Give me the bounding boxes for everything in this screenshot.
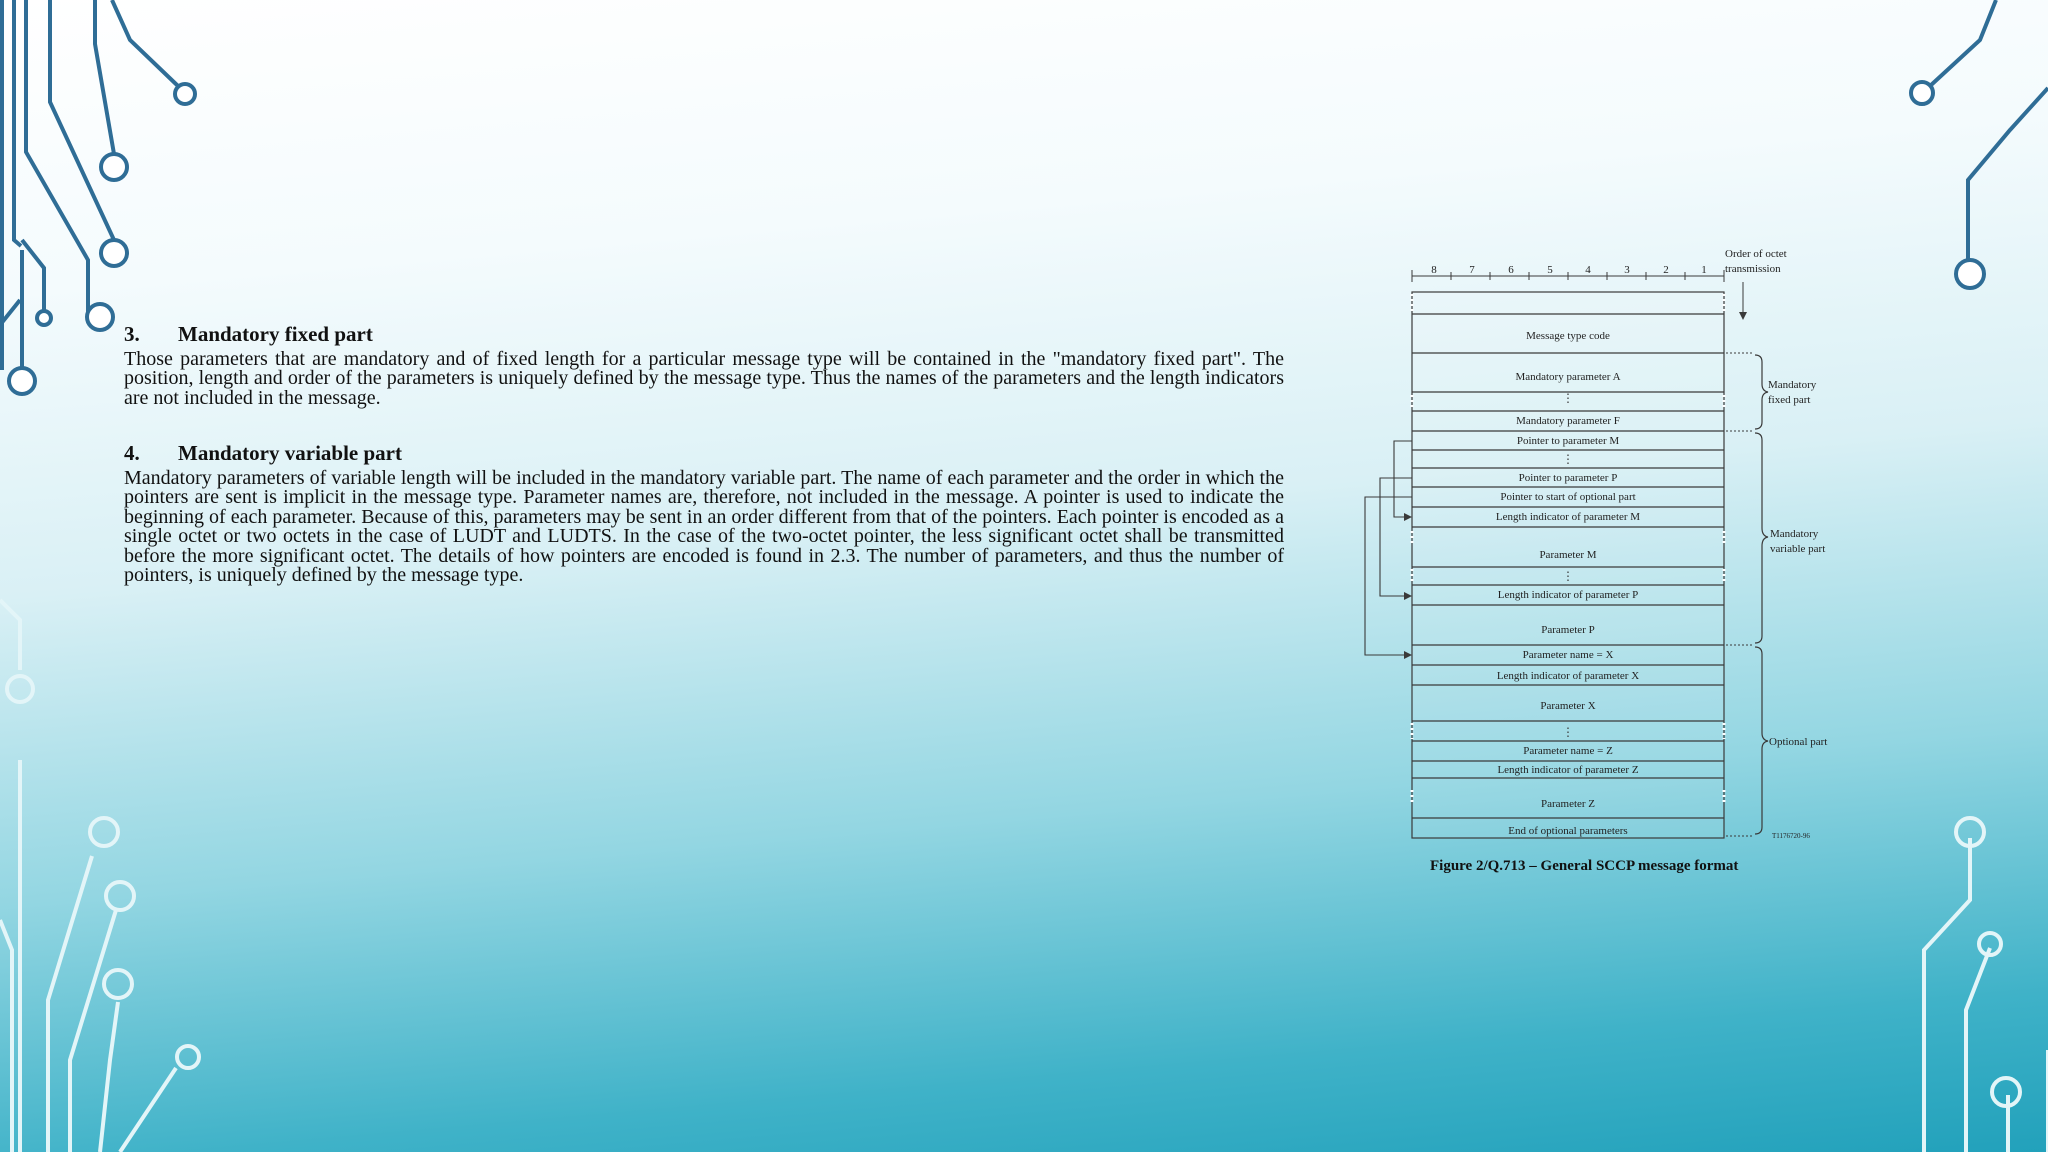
row-end-of-optional: End of optional parameters [1508, 825, 1628, 837]
section-3-number: 3. [124, 322, 140, 346]
transmission-arrow-icon [1739, 312, 1747, 320]
svg-text:⋮: ⋮ [1562, 569, 1574, 583]
bit-number-2: 2 [1663, 264, 1669, 276]
row-length-indicator-p: Length indicator of parameter P [1497, 589, 1639, 601]
bit-number-4: 4 [1585, 264, 1591, 276]
row-length-indicator-m: Length indicator of parameter M [1495, 511, 1641, 523]
row-length-indicator-x: Length indicator of parameter X [1496, 670, 1640, 682]
section-4-title: Mandatory variable part [178, 441, 402, 465]
order-label-line1: Order of octet [1725, 248, 1787, 260]
section-4-number: 4. [124, 441, 140, 465]
brace-label-variable-line2: variable part [1770, 543, 1826, 555]
row-parameter-p: Parameter P [1541, 624, 1595, 636]
row-parameter-z: Parameter Z [1540, 798, 1596, 810]
row-mandatory-parameter-a: Mandatory parameter A [1515, 371, 1621, 383]
row-mandatory-parameter-f: Mandatory parameter F [1516, 415, 1620, 427]
section-3-text: Those parameters that are mandatory and of fixed length for a particular message type will be contained in the "mandatory fixed part". The position, length and order of the parameters is uniquely defined by the message type. Thus the names of the parameters and the length indicators are not included in the message. [124, 348, 1284, 409]
bit-number-7: 7 [1469, 264, 1475, 276]
row-parameter-x: Parameter X [1540, 700, 1596, 712]
brace-label-fixed-line1: Mandatory [1768, 379, 1817, 391]
bit-number-8: 8 [1431, 264, 1437, 276]
svg-text:⋮: ⋮ [1562, 391, 1574, 405]
section-3-title: Mandatory fixed part [178, 322, 373, 346]
bit-number-3: 3 [1624, 264, 1630, 276]
row-message-type-code: Message type code [1526, 330, 1610, 342]
row-pointer-to-parameter-m: Pointer to parameter M [1516, 435, 1620, 447]
row-parameter-name-z: Parameter name = Z [1523, 745, 1613, 757]
brace-label-variable-line1: Mandatory [1770, 528, 1819, 540]
section-4-text: Mandatory parameters of variable length will be included in the mandatory variable part. The name of each parameter and the order in which the pointers are sent is implicit in the message type. Parameter names are, therefore, not included in the message. A pointer is used to indicate the beginning of each parameter. Because of this, parameters may be sent in an order different from that of the pointers. Each pointer is encoded as a single octet or two octets in the case of LUDT and LUDTS. In the case of the two-octet pointer, the less significant octet shall be transmitted before the more significant octet. The details of how pointers are encoded is found in 2.3. The number of parameters, and thus the number of pointers, is uniquely defined by the message type. [124, 467, 1284, 587]
order-label-line2: transmission [1725, 263, 1781, 275]
svg-text:⋮: ⋮ [1562, 452, 1574, 466]
bit-number-6: 6 [1508, 264, 1514, 276]
bit-number-5: 5 [1547, 264, 1553, 276]
svg-text:⋮: ⋮ [1562, 725, 1574, 739]
figure-caption: Figure 2/Q.713 – General SCCP message format [1430, 858, 1739, 874]
row-parameter-name-x: Parameter name = X [1522, 649, 1614, 661]
row-length-indicator-z: Length indicator of parameter Z [1497, 764, 1639, 776]
bit-number-1: 1 [1701, 264, 1707, 276]
row-parameter-m: Parameter M [1539, 549, 1597, 561]
brace-label-fixed-line2: fixed part [1768, 394, 1811, 406]
row-pointer-to-optional-part: Pointer to start of optional part [1500, 491, 1636, 503]
brace-label-optional: Optional part [1769, 736, 1828, 748]
row-pointer-to-parameter-p: Pointer to parameter P [1518, 472, 1618, 484]
figure-code: T1176720-96 [1772, 832, 1810, 840]
